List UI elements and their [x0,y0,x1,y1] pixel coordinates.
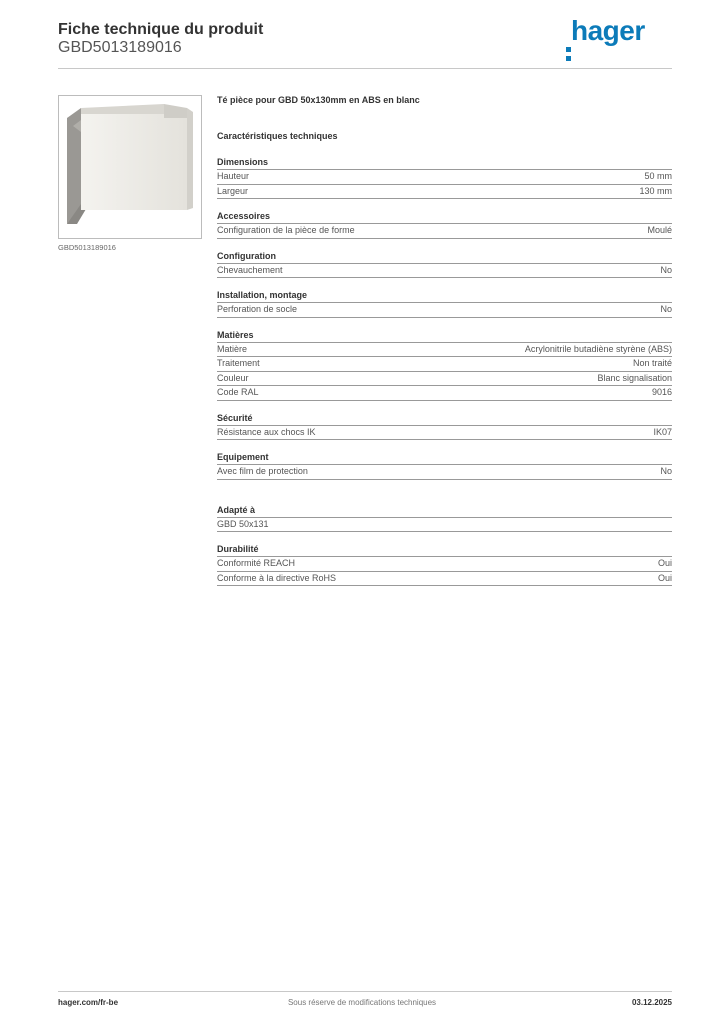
spec-value: 9016 [651,387,672,397]
spec-value: No [660,264,672,275]
spec-row [217,518,672,533]
section-title: Adapté à [217,505,672,518]
section-title: Equipement [217,452,672,465]
spec-section [217,413,672,441]
spec-value: 50 mm [644,171,672,181]
footer-divider [58,991,672,992]
spec-section [217,544,672,586]
spec-row [217,426,672,441]
spec-content [217,95,672,586]
spec-label: GBD 50x131 [217,518,269,529]
footer-note: Sous réserve de modifications techniques [287,998,437,1007]
spec-label: Hauteur [217,171,250,181]
spec-row [217,357,672,372]
spec-row [217,386,672,401]
footer-website-link[interactable]: hager.com/fr-be [58,998,119,1007]
section-title: Accessoires [217,211,672,224]
spec-row [217,185,672,200]
spec-label: Configuration de la pièce de forme [217,225,355,235]
section-title: Configuration [217,251,672,264]
product-photo-icon [59,96,201,238]
spec-value: 130 mm [639,185,672,196]
page-title: Fiche technique du produit [58,21,264,38]
section-title: Sécurité [217,413,672,426]
spec-value: Oui [657,572,672,583]
spec-value: Non traité [632,358,672,368]
spec-label: Chevauchement [217,264,283,275]
spec-section [217,290,672,318]
spec-sections [217,157,672,586]
spec-section [217,211,672,239]
spec-value: Moulé [647,225,672,235]
spec-section [217,251,672,279]
spec-value: Blanc signalisation [597,372,672,383]
section-title: Dimensions [217,157,672,170]
spec-value: IK07 [653,426,672,437]
spec-row [217,343,672,358]
spec-label: Conforme à la directive RoHS [217,572,337,583]
spec-section [217,330,672,401]
spec-label: Résistance aux chocs IK [217,426,316,437]
spec-label: Couleur [217,372,249,383]
spec-row [217,465,672,480]
spec-row [217,303,672,318]
spec-value: Acrylonitrile butadiène styrène (ABS) [524,343,672,354]
product-code: GBD5013189016 [58,39,182,56]
spec-value: Oui [657,558,672,568]
footer-date: 03.12.2025 [631,998,672,1007]
spec-label: Conformité REACH [217,558,296,568]
spec-label: Matière [217,343,248,354]
section-title: Matières [217,330,672,343]
spec-section [217,505,672,533]
spec-row [217,557,672,572]
spec-label: Code RAL [217,387,259,397]
photo-caption: GBD5013189016 [58,243,116,252]
spec-row [217,224,672,239]
spec-section [217,452,672,480]
spec-label: Traitement [217,358,260,368]
spec-row [217,372,672,387]
spec-row [217,170,672,185]
tech-heading: Caractéristiques techniques [217,131,338,141]
spec-section [217,157,672,199]
product-title: Té pièce pour GBD 50x130mm en ABS en blanc [217,95,420,105]
header-divider [58,68,672,69]
spec-row [217,264,672,279]
logo-text: hager [571,15,645,46]
section-title: Installation, montage [217,290,672,303]
spec-label: Perforation de socle [217,304,298,314]
spec-label: Largeur [217,185,249,196]
spec-value: No [660,466,672,476]
hager-logo [566,17,645,45]
spec-label: Avec film de protection [217,466,308,476]
product-photo [58,95,202,239]
section-title: Durabilité [217,544,672,557]
spec-value: No [660,304,672,314]
spec-row [217,572,672,587]
